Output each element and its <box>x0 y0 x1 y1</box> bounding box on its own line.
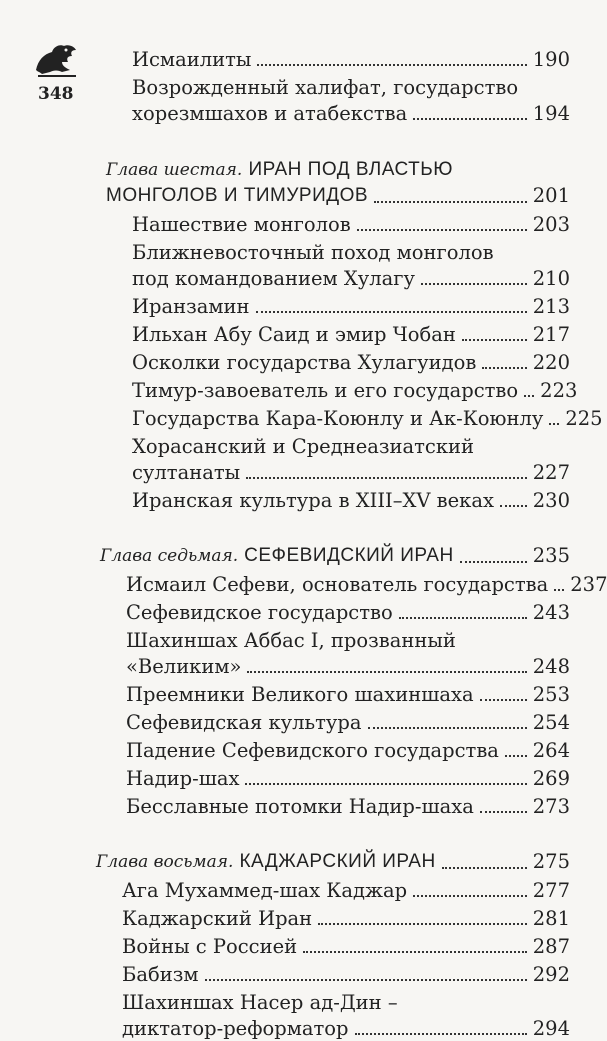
toc-entry-title: Надир-шах <box>126 767 240 790</box>
toc-entry <box>108 295 570 319</box>
toc-entry-title: Войны с Россией <box>122 935 298 958</box>
chapter-heading-row <box>100 543 570 569</box>
toc-entry <box>108 711 570 735</box>
toc-entry-title: Сефевидское государство <box>126 601 393 624</box>
toc-entry <box>108 461 570 485</box>
leader-dots <box>500 505 527 507</box>
leader-dots <box>482 367 526 369</box>
toc-entry <box>108 879 570 903</box>
leader-dots <box>421 283 527 285</box>
toc-entry-title: Государства Кара-Коюнлу и Ак-Коюнлу <box>132 407 544 430</box>
toc-entry-title: Тимур-завоеватель и его государство <box>132 379 519 402</box>
chapter-heading <box>106 156 570 183</box>
toc-entry <box>108 683 570 707</box>
leader-dots <box>256 311 527 313</box>
chapter-page: 201 <box>532 184 570 207</box>
chapter-page: 235 <box>532 544 570 567</box>
toc-entry-title: Преемники Великого шахиншаха <box>126 683 474 706</box>
toc-entry <box>108 655 570 679</box>
leader-dots <box>374 201 527 203</box>
toc-entry-page: 220 <box>532 351 570 374</box>
toc-entry-title: под командованием Хулагу <box>132 267 415 290</box>
toc-entry-page: 264 <box>532 739 570 762</box>
toc-entry-title: Бабизм <box>122 963 199 986</box>
toc-entry <box>108 379 578 403</box>
toc-entry-page: 223 <box>540 379 578 402</box>
chapter-page: 275 <box>532 850 570 873</box>
toc-entry <box>108 601 570 625</box>
toc-entry-page: 273 <box>532 795 570 818</box>
toc-entry-title: Падение Сефевидского государства <box>126 739 499 762</box>
leader-dots <box>442 867 527 869</box>
leader-dots <box>413 895 527 897</box>
toc-entry <box>108 267 570 291</box>
toc-entry-page: 294 <box>532 1017 570 1040</box>
toc-entry-page: 287 <box>532 935 570 958</box>
toc-entry-title: Ильхан Абу Саид и эмир Чобан <box>132 323 456 346</box>
leader-dots <box>462 339 527 341</box>
toc-entry-title: Нашествие монголов <box>132 213 351 236</box>
toc-entry-title-line: Шахиншах Аббас I, прозванный <box>126 629 456 652</box>
toc-entry <box>108 739 570 763</box>
chapter-title: МОНГОЛОВ И ТИМУРИДОВ <box>106 185 369 206</box>
toc-entry-title-line: Хорасанский и Среднеазиатский <box>132 435 475 458</box>
chapter-label: Глава шестая. <box>106 160 243 180</box>
chapter-label: Глава восьмая. <box>96 852 234 872</box>
toc-entry-title: Исмаилиты <box>132 48 252 71</box>
toc-entry-page: 230 <box>532 489 570 512</box>
leader-dots <box>549 423 559 425</box>
toc-entry-title: Осколки государства Хулагуидов <box>132 351 477 374</box>
toc-entry-title: «Великим» <box>126 655 242 678</box>
leader-dots <box>303 951 527 953</box>
toc-entry-page: 254 <box>532 711 570 734</box>
toc-entry <box>108 489 570 513</box>
toc-entry-page: 248 <box>532 655 570 678</box>
leader-dots <box>460 561 527 563</box>
toc-entry <box>108 963 570 987</box>
toc-entry <box>108 323 570 347</box>
toc-entry <box>108 907 570 931</box>
toc-entry-title: хорезмшахов и атабекства <box>132 102 408 125</box>
leader-dots <box>505 755 527 757</box>
leader-dots <box>413 118 527 120</box>
leader-dots <box>480 811 527 813</box>
toc-entry-page: 190 <box>532 48 570 71</box>
toc-entry-title: Иранская культура в XIII–XV веках <box>132 489 494 512</box>
toc-entry-page: 292 <box>532 963 570 986</box>
leader-dots <box>524 395 534 397</box>
page-number: 348 <box>38 84 74 104</box>
chapter-title: ИРАН ПОД ВЛАСТЬЮ <box>248 159 453 180</box>
chapter-heading-row <box>96 849 570 875</box>
toc-entry-page: 210 <box>532 267 570 290</box>
toc-entry-page: 194 <box>532 102 570 125</box>
toc-entry-title: Каджарский Иран <box>122 907 313 930</box>
toc-entry <box>108 102 570 126</box>
toc-entry-page: 225 <box>565 407 603 430</box>
toc-entry-page: 269 <box>532 767 570 790</box>
toc-entry <box>108 573 607 597</box>
toc-entry-page: 277 <box>532 879 570 902</box>
lion-emblem-icon <box>32 40 80 78</box>
toc-entry-title-line: Возрожденный халифат, государство <box>132 76 519 99</box>
toc-entry-page: 227 <box>532 461 570 484</box>
chapter-title: КАДЖАРСКИЙ ИРАН <box>239 851 436 872</box>
leader-dots <box>554 589 564 591</box>
toc-entry <box>108 795 570 819</box>
leader-dots <box>257 64 526 66</box>
leader-dots <box>318 923 527 925</box>
leader-dots <box>368 727 527 729</box>
leader-dots <box>246 477 527 479</box>
toc-entry-page: 243 <box>532 601 570 624</box>
toc-entry <box>108 935 570 959</box>
toc-entry <box>108 767 570 791</box>
leader-dots <box>480 699 527 701</box>
toc-entry <box>108 407 603 431</box>
toc-entry-page: 253 <box>532 683 570 706</box>
toc-entry-title-line: Ближневосточный поход монголов <box>132 241 494 264</box>
leader-dots <box>245 783 526 785</box>
toc-entry-title: Иранзамин <box>132 295 250 318</box>
toc-entry-page: 213 <box>532 295 570 318</box>
toc-entry-title: султанаты <box>132 461 241 484</box>
leader-dots <box>205 979 527 981</box>
toc-entry-page: 203 <box>532 213 570 236</box>
toc-entry <box>108 48 570 72</box>
toc-entry-page: 281 <box>532 907 570 930</box>
toc-entry-title: Бесславные потомки Надир-шаха <box>126 795 474 818</box>
toc-entry <box>108 351 570 375</box>
toc-entry-page: 237 <box>570 573 607 596</box>
leader-dots <box>247 671 526 673</box>
toc-entry-title: Сефевидская культура <box>126 711 362 734</box>
chapter-title: СЕФЕВИДСКИЙ ИРАН <box>244 545 454 566</box>
toc-entry <box>108 1017 570 1041</box>
toc-entry-title: Ага Мухаммед-шах Каджар <box>122 879 408 902</box>
toc-entry <box>108 213 570 237</box>
toc-entry-page: 217 <box>532 323 570 346</box>
toc-entry-title: диктатор-реформатор <box>122 1017 349 1040</box>
leader-dots <box>355 1033 527 1035</box>
table-of-contents <box>96 44 607 1041</box>
leader-dots <box>399 617 527 619</box>
chapter-label: Глава седьмая. <box>100 546 239 566</box>
toc-entry-title: Исмаил Сефеви, основатель государства <box>126 573 549 596</box>
chapter-heading-row <box>106 183 570 209</box>
leader-dots <box>357 229 527 231</box>
toc-entry-title-line: Шахиншах Насер ад-Дин – <box>122 991 398 1014</box>
